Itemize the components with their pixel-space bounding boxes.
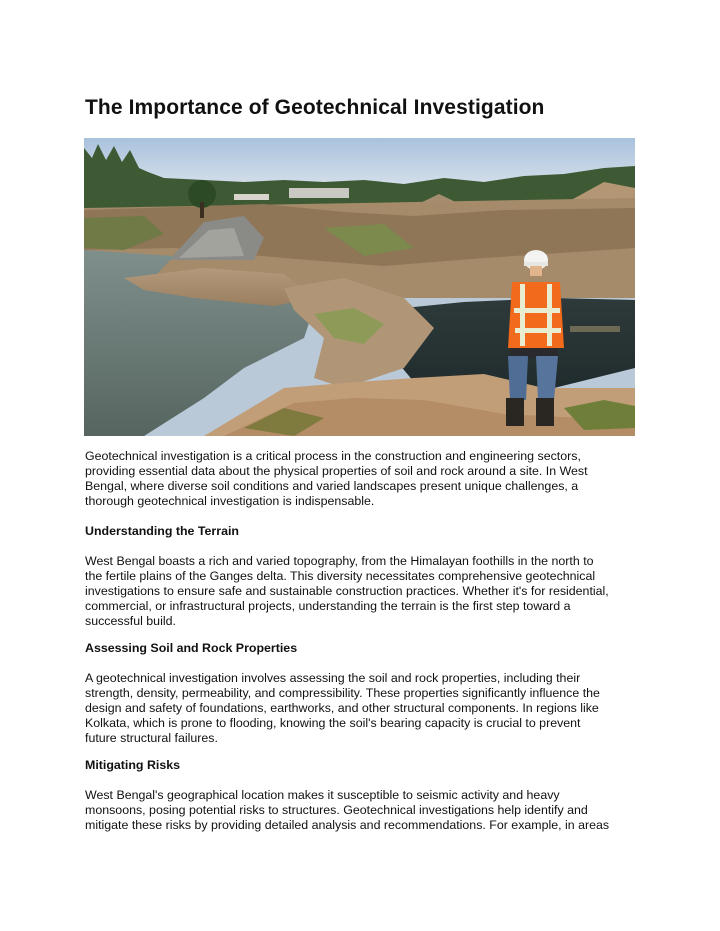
- paragraph-line: monsoons, posing potential risks to structures. Geotechnical investigations help identify and: [85, 803, 588, 817]
- intro-line: providing essential data about the physical properties of soil and rock around a site. In West: [85, 464, 588, 478]
- section-heading-risks: Mitigating Risks: [85, 758, 181, 772]
- paragraph-line: West Bengal's geographical location makes it susceptible to seismic activity and heavy: [85, 788, 560, 802]
- intro-paragraph: [85, 449, 645, 509]
- paragraph-line: investigations to ensure safe and sustainable construction practices. Whether it's for residential,: [85, 584, 609, 598]
- paragraph-line: strength, density, permeability, and compressibility. These properties significantly influence the: [85, 686, 600, 700]
- paragraph-line: design and safety of foundations, earthworks, and other structural components. In regions like: [85, 701, 599, 715]
- section-paragraph-terrain: [85, 554, 645, 629]
- paragraph-line: Kolkata, which is prone to flooding, knowing the soil's bearing capacity is crucial to prevent: [85, 716, 581, 730]
- section-heading-terrain: Understanding the Terrain: [85, 524, 239, 538]
- intro-line: Bengal, where diverse soil conditions and varied landscapes present unique challenges, a: [85, 479, 579, 493]
- section-paragraph-soil-rock: [85, 671, 645, 746]
- paragraph-line: commercial, or infrastructural projects, understanding the terrain is the first step toward a: [85, 599, 571, 613]
- intro-line: thorough geotechnical investigation is indispensable.: [85, 494, 375, 508]
- paragraph-line: mitigate these risks by providing detailed analysis and recommendations. For example, in areas: [85, 818, 610, 832]
- site-photo: [84, 138, 635, 436]
- page-title: The Importance of Geotechnical Investigation: [85, 96, 545, 119]
- section-heading-soil-rock: Assessing Soil and Rock Properties: [85, 641, 298, 655]
- paragraph-line: successful build.: [85, 614, 176, 628]
- paragraph-line: A geotechnical investigation involves assessing the soil and rock properties, including their: [85, 671, 581, 685]
- paragraph-line: West Bengal boasts a rich and varied topography, from the Himalayan foothills in the north to: [85, 554, 594, 568]
- paragraph-line: the fertile plains of the Ganges delta. This diversity necessitates comprehensive geotechnical: [85, 569, 596, 583]
- intro-line: Geotechnical investigation is a critical process in the construction and engineering sectors,: [85, 449, 581, 463]
- section-paragraph-risks: [85, 788, 645, 833]
- paragraph-line: future structural failures.: [85, 731, 218, 745]
